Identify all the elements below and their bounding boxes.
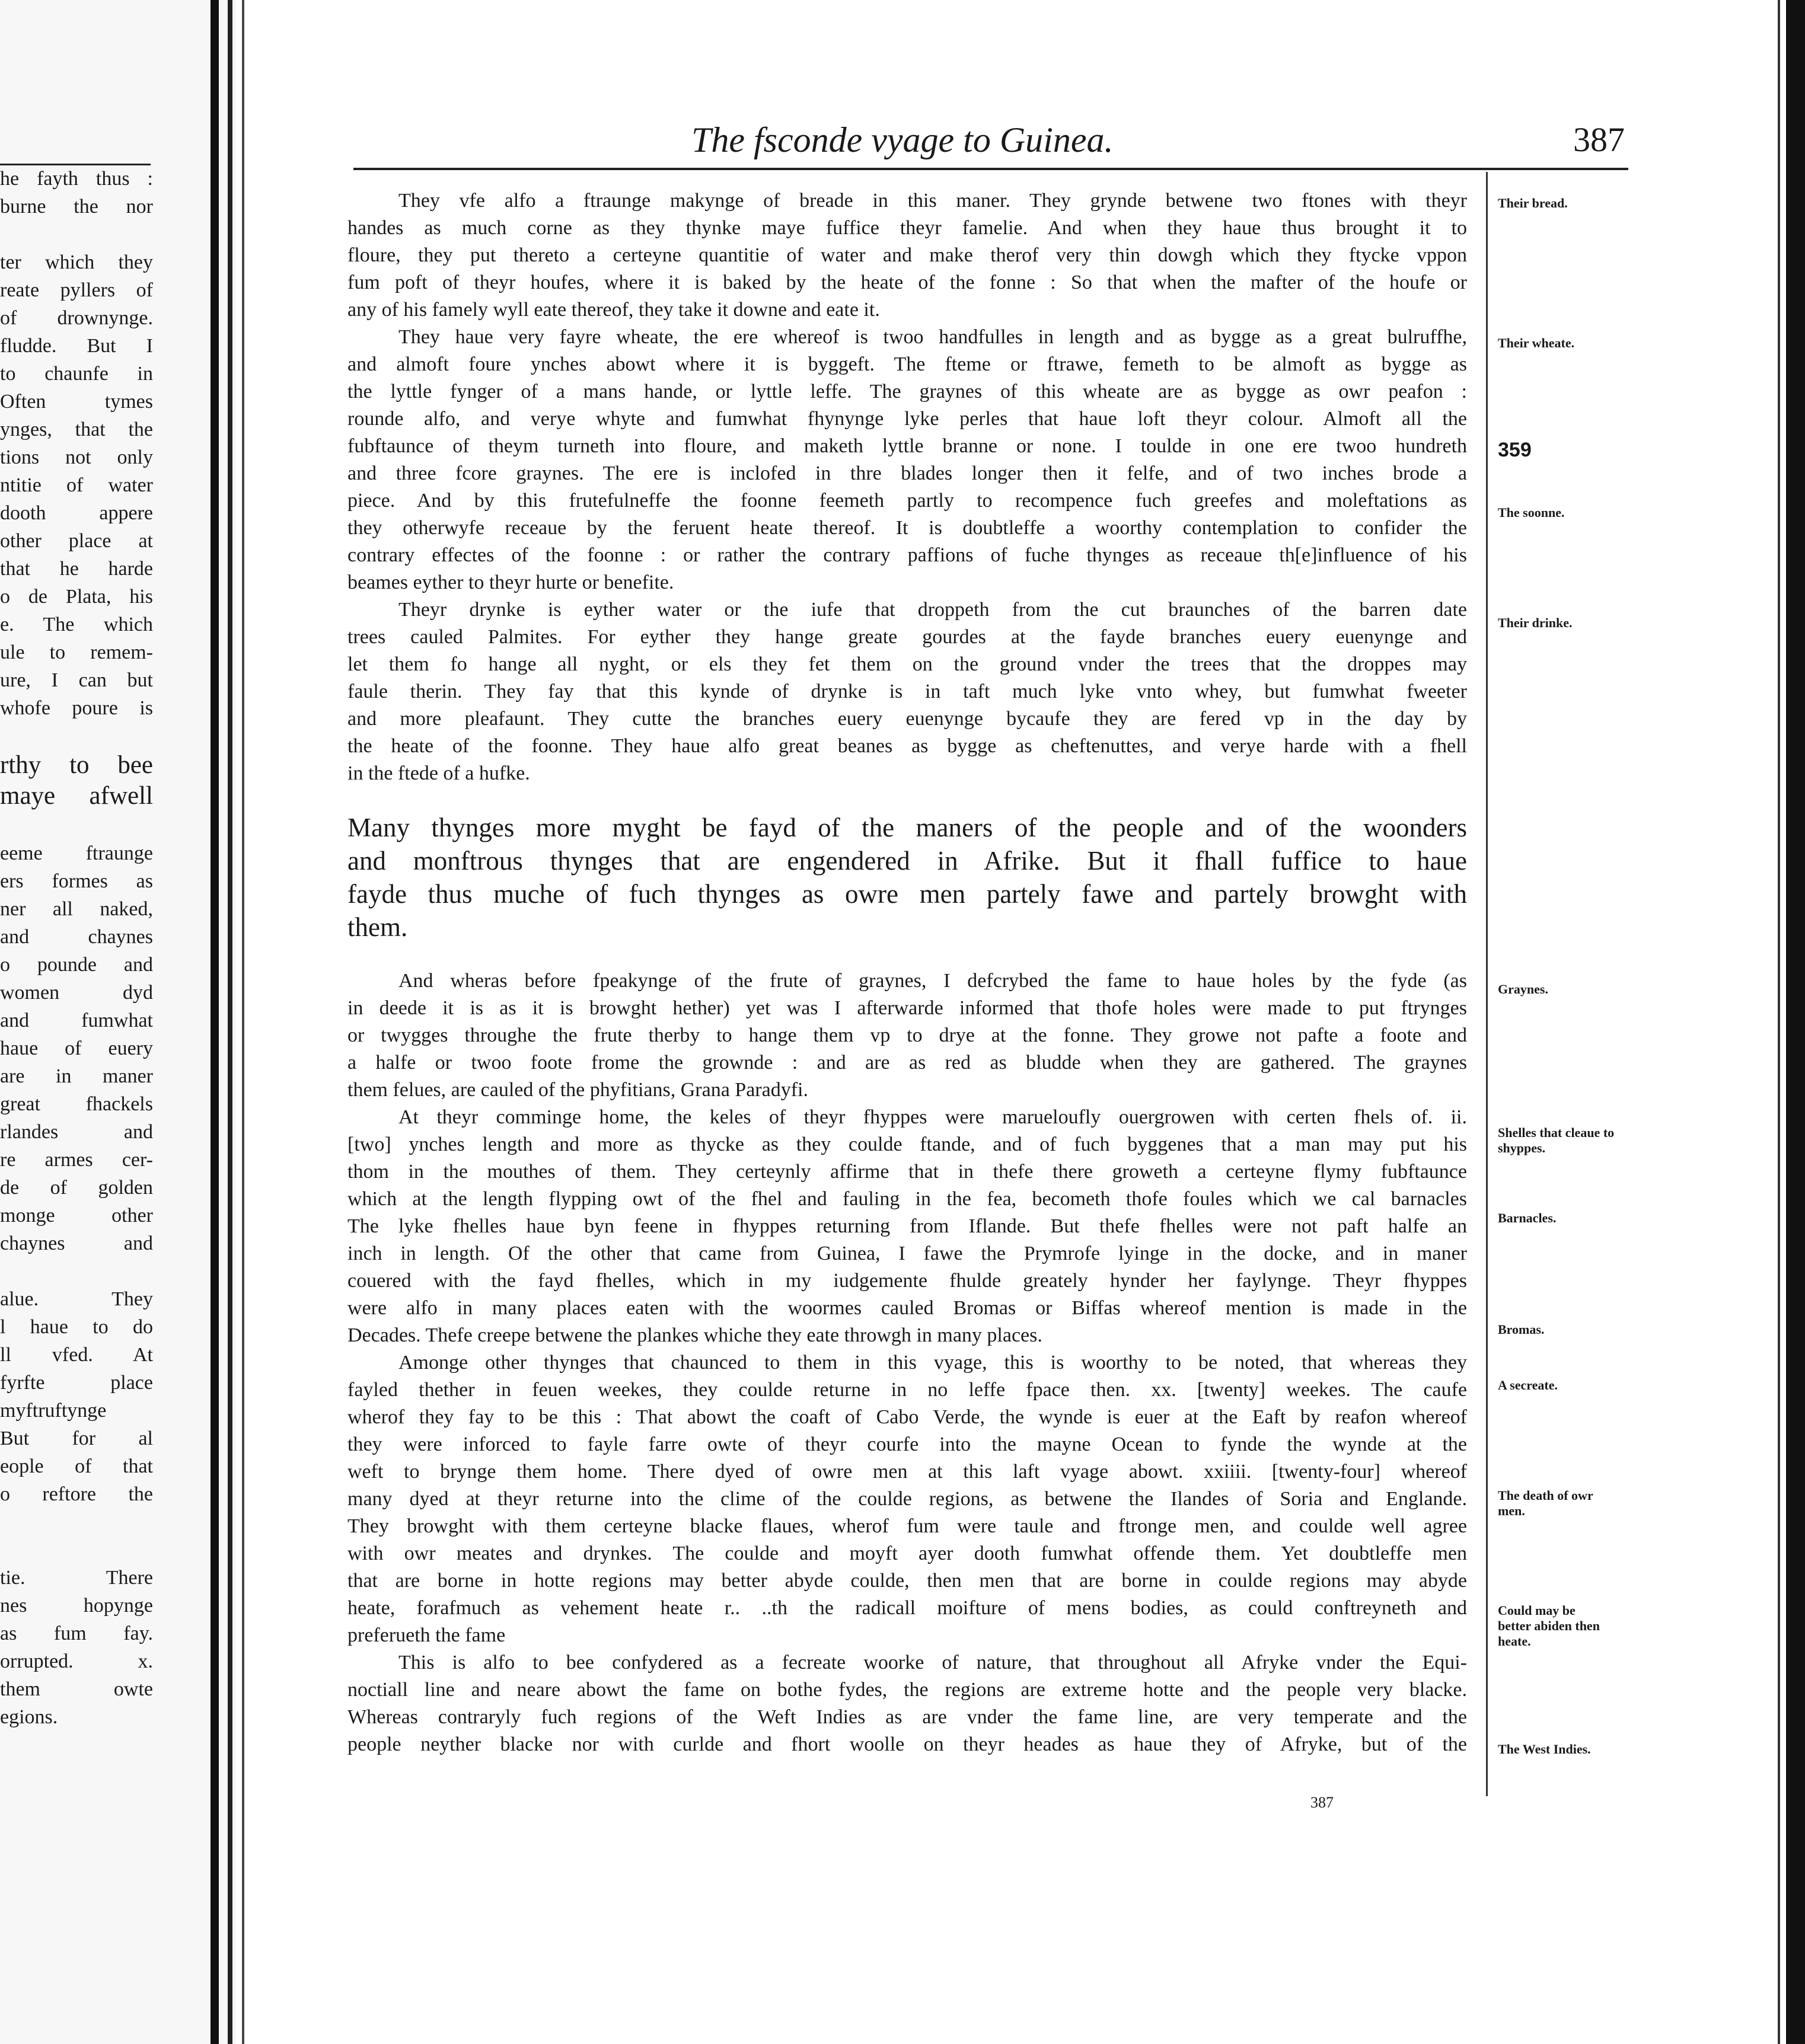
text-line: the heate of the foonne. They haue alfo great beanes as bygge as cheftenuttes, and verye harde with a fhell [347,735,1467,757]
text-line: trees cauled Palmites. For eyther they hange greate gourdes at the fayde branches euery euenynge and [347,626,1467,648]
binding-gutter-edge [228,0,232,2044]
page-edge [1786,0,1805,2044]
text-line: thom in the mouthes of them. They certeynly affirme that in thefe there groweth a certeyne flymy fubftaunce [347,1161,1467,1183]
running-title: The fsconde vyage to Guinea. [691,120,1114,159]
text-line: And wheras before fpeakynge of the frute of graynes, I defcrybed the fame to haue holes by the fyde (as [398,970,1467,992]
facing-page-line: of drownynge. [0,307,153,329]
facing-page-line: tie. There [0,1567,153,1589]
facing-page-line: other place at [0,530,153,552]
text-line: couered with the fayd fhelles, which in my iudgemente fhulde greately hynder her faylynge. Theyr fhyppes [347,1270,1467,1292]
facing-page-line: nes hopynge [0,1595,153,1617]
facing-page-line: women dyd [0,982,153,1004]
text-line: any of his famely wyll eate thereof, they take it downe and eate it. [347,299,880,321]
facing-page-line [0,1257,153,1285]
text-line: let them fo hange all nyght, or els they fet them on the ground vnder the trees that the droppes may [347,653,1467,675]
large-text-line: Many thynges more myght be fayd of the maners of the people and of the woonders [347,813,1467,842]
text-line: many dyed at theyr returne into the clime of the coulde regions, as betwene the Ilandes of Soria and Englande. [347,1488,1467,1510]
margin-note-secreate: A secreate. [1498,1378,1558,1393]
text-line: them felues, are cauled of the phyfitians, Grana Paradyfi. [347,1079,808,1101]
text-line: faule therin. They fay that this kynde of drynke is in taft much lyke vnto whey, but fumwhat fweeter [347,681,1467,702]
text-line: which at the length flypping owt of the fhel and fauling in the fea, becometh thofe foules which we cal barnacles [347,1188,1467,1210]
facing-page-line: eeme ftraunge [0,842,153,864]
page-foot-number: 387 [1310,1794,1334,1811]
facing-page-line: ll vfed. At [0,1344,153,1366]
text-line: heate, forafmuch as vehement heate r.. ..th the radicall moifture of mens bodies, as could conftreyneth and [347,1597,1467,1619]
text-line: The lyke fhelles haue byn feene in fhyppes returning from Iflande. But thefe fhelles were not paft halfe an [347,1215,1467,1237]
facing-page-line: are in maner [0,1065,153,1087]
text-line: were alfo in many places eaten with the woormes cauled Bromas or Biffas whereof mention is made in the [347,1297,1467,1319]
margin-note-soonne: The soonne. [1498,505,1565,520]
text-line: a halfe or twoo foote frome the grownde : and are as red as bludde when they are gathered. The graynes [347,1052,1467,1074]
text-line: Theyr drynke is eyther water or the iufe that droppeth from the cut braunches of the barren date [398,599,1467,621]
margin-note-drinke: Their drinke. [1498,615,1573,630]
text-line: inch in length. Of the other that came from Guinea, I fawe the Prymrofe lyinge in the docke, and in maner [347,1243,1467,1264]
header-rule [353,168,1628,170]
text-line: the lyttle fynger of a mans hande, or lyttle leffe. The graynes of this wheate are as bygge as owr peafon : [347,381,1467,403]
facing-page-line [0,1536,153,1564]
text-line: with owr meates and drynkes. The coulde and moyft ayer dooth fumwhat offende them. Yet doubtleffe men [347,1542,1467,1564]
text-line: They vfe alfo a ftraunge makynge of breade in this maner. They grynde betwene two ftones with theyr [398,190,1467,212]
facing-page-line: re armes cer- [0,1149,153,1171]
facing-page-line: reate pyllers of [0,279,153,301]
facing-page-line: alue. They [0,1288,153,1310]
text-line: noctiall line and neare abowt the fame on bothe fydes, the regions are extreme hotte and the people very blacke. [347,1679,1467,1701]
facing-page-line: eople of that [0,1455,153,1477]
facing-page-line: haue of euery [0,1037,153,1059]
margin-note-west-indies: The West Indies. [1498,1742,1591,1756]
facing-page-line: l haue to do [0,1316,153,1338]
margin-note-shelles: Shelles that cleaue to shyppes. [1498,1125,1615,1155]
paragraph-gap [347,944,1467,967]
main-text [347,187,1467,1758]
facing-page-line: he fayth thus : [0,168,153,190]
facing-page-line: fyrfte place [0,1372,153,1394]
facing-page-line: o de Plata, his [0,586,153,608]
text-line: people neyther blacke nor with curlde and fhort woolle on theyr heades as haue they of Afryke, but of the [347,1733,1467,1755]
text-line: they otherwyfe receaue by the feruent heate thereof. It is doubtleffe a woorthy contemplation to confider the [347,517,1467,539]
text-line: Amonge other thynges that chaunced to them in this vyage, this is woorthy to be noted, that whereas they [398,1352,1467,1374]
large-text-line: and monftrous thynges that are engendered in Afrike. But it fhall fuffice to haue [347,846,1467,876]
running-header [350,116,1631,164]
text-line: handes as much corne as they thynke maye fuffice theyr famelie. And when they haue thus brought it to [347,217,1467,239]
text-line: that are borne in hotte regions may better abyde coulde, then men that are borne in coulde regions may abyde [347,1570,1467,1592]
facing-page-line: e. The which [0,614,153,635]
facing-page-text [0,165,153,1731]
facing-page-line: o reftore the [0,1483,153,1505]
facing-page-line: dooth appere [0,502,153,524]
facing-page-line: ers formes as [0,870,153,892]
facing-page-line: chaynes and [0,1232,153,1254]
text-line: Whereas contraryly fuch regions of the Weft Indies as are vnder the fame line, are very temperate and the [347,1706,1467,1728]
facing-page-line: egions. [0,1706,58,1728]
binding-gutter-line [242,0,244,2044]
facing-page-line: that he harde [0,558,153,580]
facing-page-line [0,722,153,750]
facing-page-line: monge other [0,1205,153,1227]
text-line: fubftaunce of theym turneth into floure, and maketh lyttle branne or none. I toulde in one ere twoo hundreth [347,435,1467,457]
facing-page-line: fludde. But I [0,335,153,357]
facing-page-line: But for al [0,1427,153,1449]
facing-page-line [0,1508,153,1536]
facing-page-line: as fum fay. [0,1623,153,1644]
facing-page-line: ule to remem- [0,641,153,663]
facing-page-line: maye afwell [0,782,153,810]
facing-page-line [0,221,153,248]
text-line: wherof they fay to be this : That abowt the coaft of Cabo Verde, the wynde is euer at the Eaft by reafon whereof [347,1406,1467,1428]
text-line: They browght with them certeyne blacke flaues, wherof fum were taule and ftronge men, and coulde well agree [347,1515,1467,1537]
margin-note-bromas: Bromas. [1498,1322,1545,1337]
text-line: [two] ynches length and more as thycke as they coulde ftande, and of fuch byggenes that a man may put his [347,1133,1467,1155]
margin-note-page-ref: 359 [1498,439,1532,461]
facing-page-line: them owte [0,1678,153,1700]
facing-page-line: ynges, that the [0,419,153,440]
facing-page-line: ter which they [0,251,153,273]
facing-page-line: myftruftynge [0,1400,107,1422]
paragraph-gap [347,787,1467,811]
facing-page-line: ner all naked, [0,898,153,920]
facing-page-line: de of golden [0,1177,153,1199]
facing-page-line: and fumwhat [0,1010,153,1031]
margin-note-bread: Their bread. [1498,196,1568,210]
text-line: At theyr comminge home, the keles of theyr fhyppes were marueloufly ouergrowen with certen fhels of. ii. [398,1106,1467,1128]
page-number: 387 [1573,120,1625,159]
facing-page-line: orrupted. x. [0,1650,153,1672]
text-line: and more pleafaunt. They cutte the branches euery euenynge bycaufe they are fered vp in the day by [347,708,1467,730]
text-line: weft to brynge them home. There dyed of owre men at this laft vyage abowt. xxiiii. [twenty-four] whereof [347,1461,1467,1483]
text-line: and almoft foure ynches abowt where it is byggeft. The fteme or ftrawe, femeth to be almoft as bygge as [347,353,1467,375]
text-line: and three fcore graynes. The ere is inclofed in thre blades longer then it felfe, and of two inches brode a [347,462,1467,484]
binding-gutter [211,0,219,2044]
text-line: rounde alfo, and verye whyte and fumwhat fhynynge lyke perles that haue loft theyr colour. Almoft all the [347,408,1467,430]
text-line: they were inforced to fayle farre owte of theyr courfe into the mayne Ocean to fynde the wynde at the [347,1433,1467,1455]
text-line: floure, they put thereto a certeyne quantitie of water and make therof very thin dowgh which they ftycke vppon [347,244,1467,266]
facing-page-line: great fhackels [0,1093,153,1115]
page-edge-line [1778,0,1780,2044]
margin-rule [1486,172,1488,1796]
text-line: Decades. Thefe creepe betwene the plankes whiche they eate throwgh in many places. [347,1324,1042,1346]
large-text-line: them. [347,912,408,942]
margin-note-could: Could may be better abiden then heate. [1498,1603,1600,1649]
text-line: They haue very fayre wheate, the ere whereof is twoo handfulles in length and as bygge as a great bulruffhe, [398,326,1467,348]
facing-page-line [0,812,153,839]
text-line: beames eyther to theyr hurte or benefite. [347,571,674,593]
margin-note-death: The death of owr men. [1498,1488,1593,1518]
text-line: fayled thether in feuen weekes, they coulde returne in no leffe fpace then. xx. [twenty] weekes. The caufe [347,1379,1467,1401]
margin-note-graynes: Graynes. [1498,982,1548,997]
text-line: or twygges throughe the frute therby to hange them vp to drye at the fonne. They growe not pafte a foote and [347,1024,1467,1046]
facing-page-line: tions not only [0,446,153,468]
facing-page-line: Often tymes [0,391,153,413]
facing-page-line: rlandes and [0,1121,153,1143]
text-line: piece. And by this frutefulneffe the foonne feemeth partly to recompence fuch greefes and moleftations as [347,490,1467,512]
facing-page-line: whofe poure is [0,697,153,719]
facing-page-line: to chaunfe in [0,363,153,385]
facing-page-line: burne the nor [0,196,153,218]
text-line: in the ftede of a hufke. [347,762,530,784]
facing-page-line: and chaynes [0,926,153,948]
text-line: in deede it is as it is browght hether) yet was I afterwarde informed that thofe holes were made to put ftrynges [347,997,1467,1019]
text-line: fum poft of theyr houfes, where it is baked by the heate of the fonne : So that when the mafter of the houfe or [347,272,1467,293]
margin-note-wheate: Their wheate. [1498,336,1575,350]
text-line: contrary effectes of the foonne : or rather the contrary paffions of fuche thynges as receaue th[e]influence of his [347,544,1467,566]
facing-page-line: ure, I can but [0,669,153,691]
text-line: This is alfo to bee confydered as a fecreate woorke of nature, that throughout all Afryke vnder the Equi- [398,1652,1467,1673]
text-line: preferueth the fame [347,1624,506,1646]
margin-note-barnacles: Barnacles. [1498,1211,1557,1225]
large-text-line: fayde thus muche of fuch thynges as owre men partely fawe and partely browght with [347,879,1467,909]
facing-page-line: rthy to bee [0,751,153,779]
facing-page-line: ntitie of water [0,474,153,496]
facing-page-line: o pounde and [0,954,153,976]
